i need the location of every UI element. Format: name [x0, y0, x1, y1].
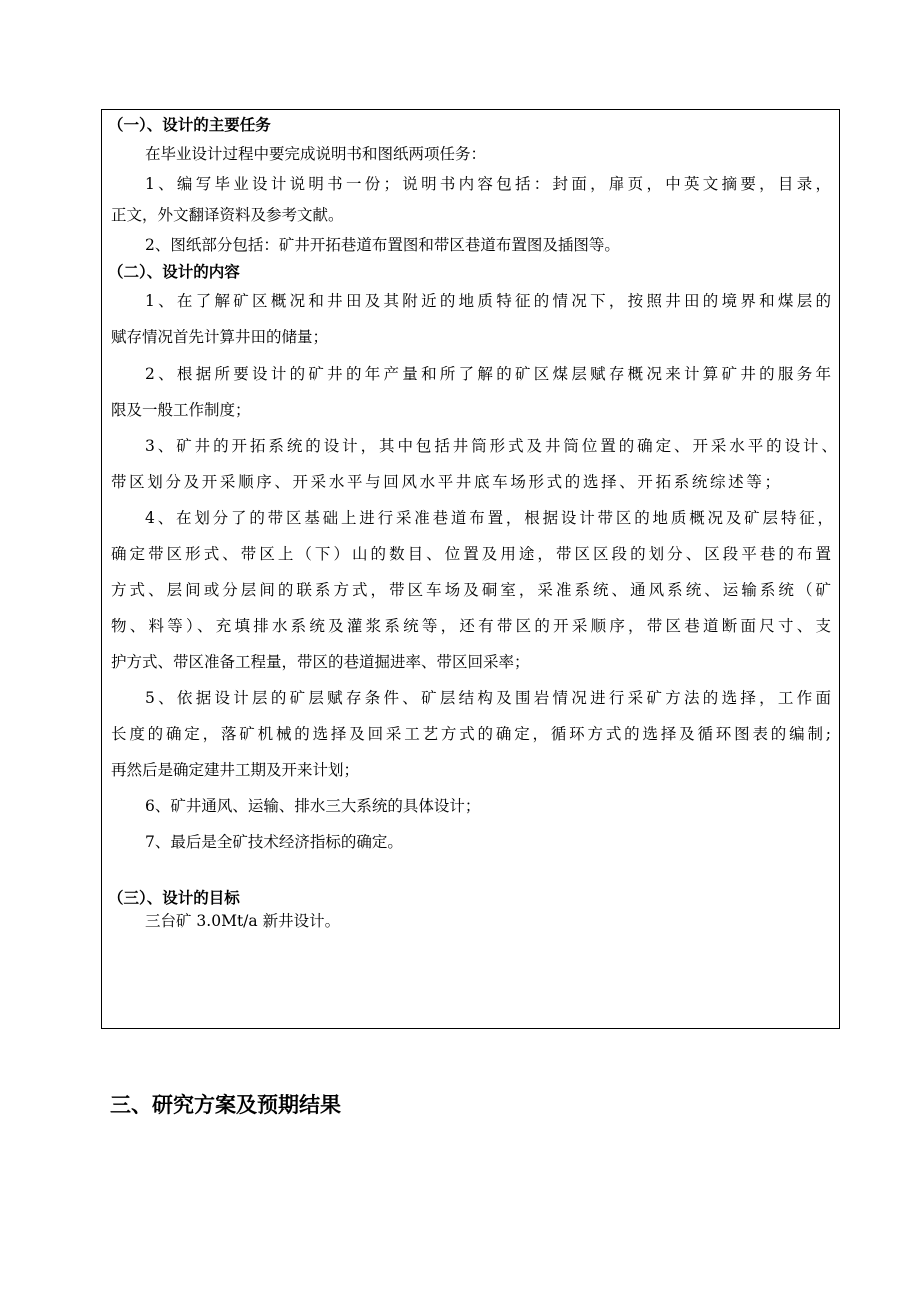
content-item-6: 6、矿井通风、运输、排水三大系统的具体设计；	[145, 797, 481, 815]
main-tasks-intro: 在毕业设计过程中要完成说明书和图纸两项任务：	[145, 145, 487, 163]
content-item-7: 7、最后是全矿技术经济指标的确定。	[145, 833, 403, 851]
content-item-4-line-4: 物、料等）、充填排水系统及灌浆系统等，还有带区的开采顺序，带区巷道断面尺寸、支	[111, 617, 831, 635]
main-tasks-item-1-line-1: 1、编写毕业设计说明书一份；说明书内容包括：封面，扉页，中英文摘要，目录，	[145, 175, 831, 193]
content-item-4-line-1: 4、在划分了的带区基础上进行采准巷道布置，根据设计带区的地质概况及矿层特征，	[145, 509, 833, 527]
design-goal-text: 三台矿 3.0Mt/a 新井设计。	[145, 912, 341, 930]
content-item-3-line-1: 3、矿井的开拓系统的设计，其中包括井筒形式及井筒位置的确定、开采水平的设计、	[145, 437, 837, 455]
content-item-3-line-2: 带区划分及开采顺序、开采水平与回风水平井底车场形式的选择、开拓系统综述等；	[111, 473, 780, 491]
content-item-2-line-1: 2、根据所要设计的矿井的年产量和所了解的矿区煤层赋存概况来计算矿井的服务年	[145, 365, 831, 383]
heading-design-goal: （三）、设计的目标	[108, 888, 240, 907]
content-item-4-line-5: 护方式、带区准备工程量，带区的巷道掘进率、带区回采率；	[111, 653, 530, 671]
content-item-1-line-2: 赋存情况首先计算井田的储量；	[111, 328, 329, 346]
main-tasks-item-2: 2、图纸部分包括：矿井开拓巷道布置图和带区巷道布置图及插图等。	[145, 236, 620, 254]
content-item-5-line-3: 再然后是确定建井工期及开来计划；	[111, 761, 360, 779]
content-item-5-line-2: 长度的确定，落矿机械的选择及回采工艺方式的确定，循环方式的选择及循环图表的编制;	[111, 725, 831, 743]
heading-main-tasks: （一）、设计的主要任务	[108, 115, 271, 134]
content-item-4-line-2: 确定带区形式、带区上（下）山的数目、位置及用途，带区区段的划分、区段平巷的布置	[111, 545, 831, 563]
main-tasks-item-1-line-2: 正文，外文翻译资料及参考文献。	[111, 206, 344, 224]
content-item-4-line-3: 方式、层间或分层间的联系方式，带区车场及硐室，采准系统、通风系统、运输系统（矿	[111, 581, 831, 599]
content-item-5-line-1: 5、依据设计层的矿层赋存条件、矿层结构及围岩情况进行采矿方法的选择，工作面	[145, 689, 831, 707]
heading-design-content: （二）、设计的内容	[108, 262, 240, 281]
section-title-research-plan: 三、研究方案及预期结果	[110, 1093, 341, 1117]
content-item-2-line-2: 限及一般工作制度；	[111, 401, 251, 419]
content-item-1-line-1: 1、在了解矿区概况和井田及其附近的地质特征的情况下，按照井田的境界和煤层的	[145, 292, 831, 310]
